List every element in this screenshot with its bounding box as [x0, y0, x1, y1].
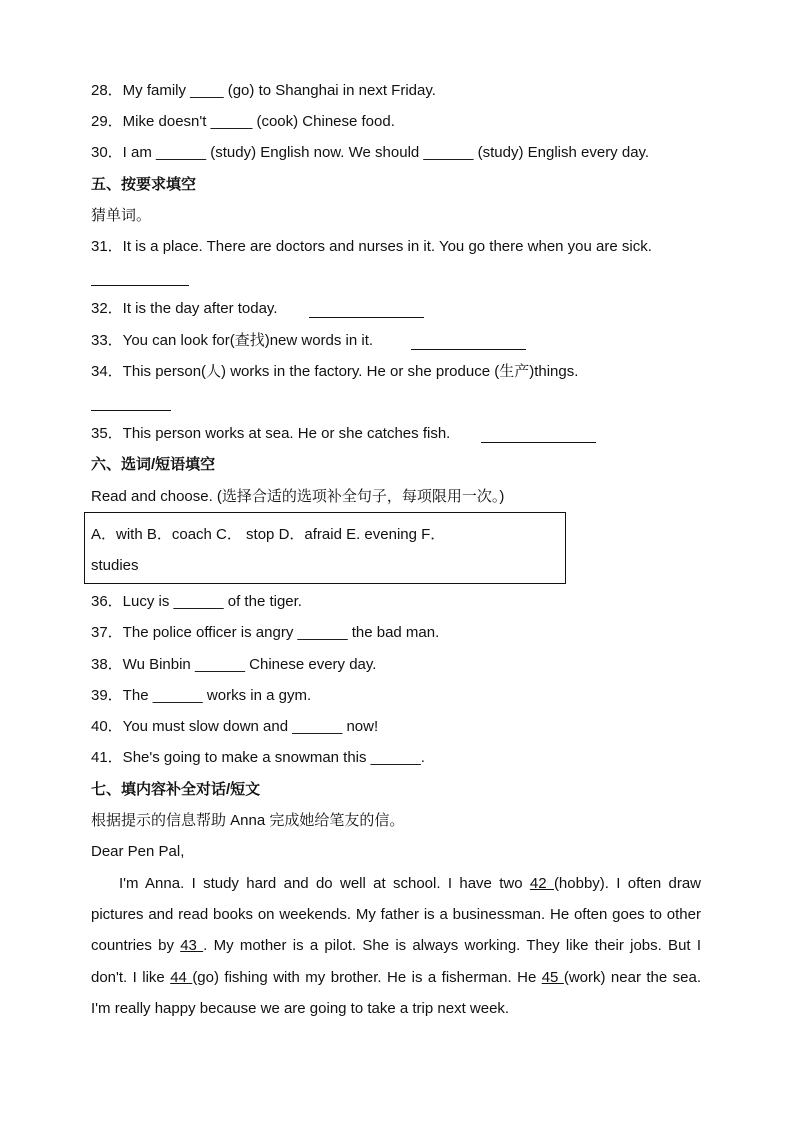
- answer-blank-42[interactable]: 42: [529, 875, 554, 892]
- answer-blank-34[interactable]: [91, 409, 171, 411]
- section-5-heading: 五、按要求填空: [91, 176, 197, 193]
- word-options-box: [84, 512, 566, 584]
- question-29: 29．Mike doesn't _____ (cook) Chinese food.: [91, 113, 395, 130]
- answer-blank-45[interactable]: 45: [541, 968, 564, 986]
- section-5-instruction: 猜单词。: [91, 207, 152, 224]
- letter-text-5: (work) near the sea. I'm really happy because we are going to take a trip next week.: [91, 968, 702, 1017]
- section-7-instruction: 根据提示的信息帮助 Anna 完成她给笔友的信。: [91, 812, 405, 829]
- question-38: 38．Wu Binbin ______ Chinese every day.: [91, 656, 377, 673]
- letter-text-3: . My mother is a pilot. She is always working. They like their jobs. But I don't. I like: [91, 937, 701, 986]
- letter-text-2: (hobby). I often draw pictures and read books on weekends. My father is a businessman. He often goes to other countries by: [91, 875, 702, 955]
- answer-blank-33[interactable]: [411, 348, 526, 350]
- question-39: 39．The ______ works in a gym.: [91, 687, 312, 704]
- question-34: 34．This person(人) works in the factory. He or she produce (生产)things.: [91, 363, 579, 380]
- question-32: 32．It is the day after today.: [91, 300, 278, 317]
- question-41: 41．She's going to make a snowman this ______.: [91, 749, 425, 766]
- letter-text-4: (go) fishing with my brother. He is a fisherman. He: [192, 968, 542, 986]
- answer-blank-35[interactable]: [481, 441, 596, 443]
- letter-paragraph: [91, 868, 701, 1024]
- question-36: 36．Lucy is ______ of the tiger.: [91, 593, 302, 610]
- word-options-line-2: studies: [91, 557, 139, 574]
- question-40: 40．You must slow down and ______ now!: [91, 718, 379, 735]
- answer-blank-31[interactable]: [91, 284, 189, 286]
- section-7-heading: 七、填内容补全对话/短文: [91, 781, 261, 798]
- answer-blank-32[interactable]: [309, 316, 424, 318]
- answer-blank-43[interactable]: 43: [180, 937, 204, 955]
- question-28: 28．My family ____ (go) to Shanghai in next Friday.: [91, 82, 436, 99]
- section-6-instruction: Read and choose. (选择合适的选项补全句子，每项限用一次。): [91, 488, 505, 505]
- question-35: 35．This person works at sea. He or she catches fish.: [91, 425, 451, 442]
- question-31: 31．It is a place. There are doctors and nurses in it. You go there when you are sick.: [91, 238, 652, 255]
- answer-blank-44[interactable]: 44: [170, 968, 193, 986]
- question-30: 30．I am ______ (study) English now. We should ______ (study) English every day.: [91, 144, 650, 161]
- letter-text-1: I'm Anna. I study hard and do well at school. I have two: [119, 875, 530, 892]
- letter-greeting: Dear Pen Pal,: [91, 843, 185, 860]
- question-33: 33．You can look for(查找)new words in it.: [91, 332, 374, 349]
- section-6-heading: 六、选词/短语填空: [91, 456, 216, 473]
- question-37: 37．The police officer is angry ______ the bad man.: [91, 624, 440, 641]
- word-options-line-1: A．with B．coach C． stop D．afraid E. evening F．: [91, 526, 446, 543]
